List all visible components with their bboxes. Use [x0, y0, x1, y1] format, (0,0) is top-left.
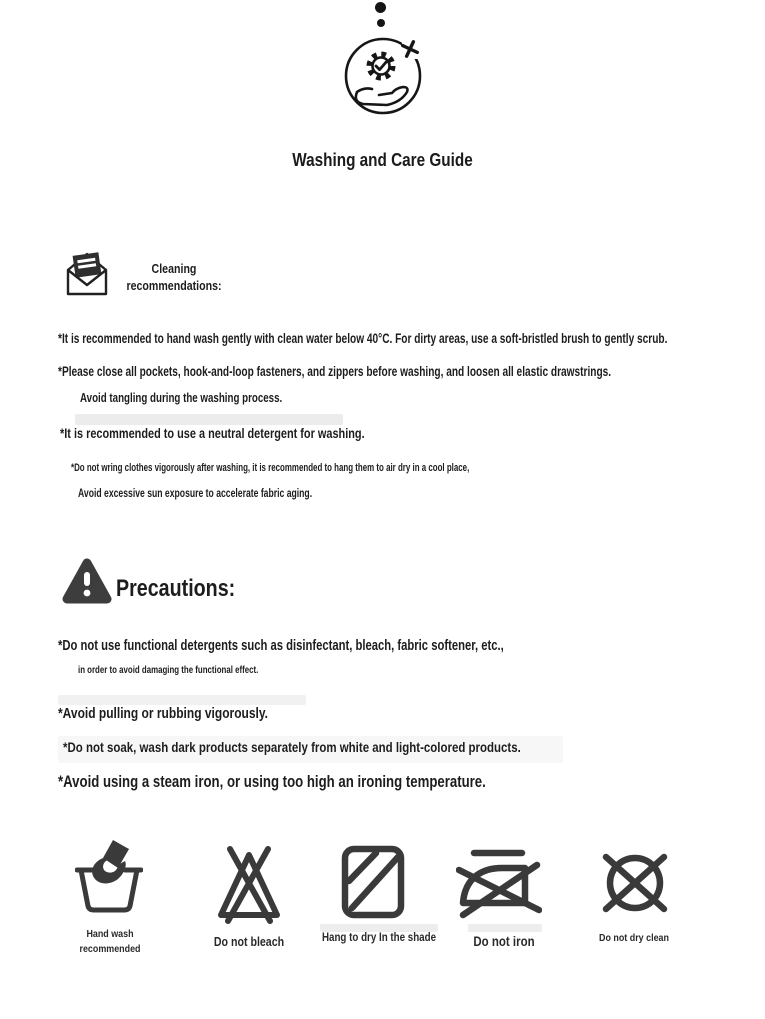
- cleaning-line: Avoid excessive sun exposure to accelerate fabric aging.: [78, 488, 313, 500]
- decor-dot-small: [377, 19, 385, 27]
- care-symbol: [75, 838, 143, 922]
- decor-dot-large: [375, 2, 386, 13]
- care-service-icon: [341, 36, 425, 120]
- cleaning-line: *Do not wring clothes vigorously after washing, it is recommended to hang them to air dry in a cool place,: [71, 462, 470, 474]
- care-symbol-label: Do not dry clean: [599, 932, 669, 944]
- cleaning-line: *Please close all pockets, hook-and-loop fasteners, and zippers before washing, and loosen all elastic drawstrings.: [58, 364, 612, 379]
- envelope-letter-icon: [65, 249, 109, 297]
- translation-artifact: [320, 924, 438, 932]
- precaution-line: *Avoid using a steam iron, or using too high an ironing temperature.: [58, 773, 486, 791]
- care-symbol-label: Hang to dry In the shade: [321, 932, 437, 944]
- hand-wash-icon: [75, 838, 143, 922]
- warning-triangle-icon: [61, 556, 113, 604]
- care-symbol: [340, 844, 406, 920]
- translation-artifact: [58, 695, 306, 705]
- cleaning-line: *It is recommended to use a neutral detergent for washing.: [60, 425, 365, 441]
- precaution-line: *Avoid pulling or rubbing vigorously.: [58, 705, 268, 722]
- cleaning-heading: [110, 261, 238, 295]
- translation-artifact: [75, 414, 343, 425]
- do-not-dry-clean-icon: [597, 848, 673, 918]
- do-not-bleach-icon: [213, 839, 285, 927]
- precaution-line: in order to avoid damaging the functional effect.: [78, 664, 259, 676]
- care-symbol: [597, 848, 673, 918]
- care-symbol-label: Do not iron: [473, 934, 535, 949]
- precaution-line: *Do not use functional detergents such as disinfectant, bleach, fabric softener, etc.,: [58, 637, 504, 654]
- precautions-heading: Precautions:: [116, 575, 236, 602]
- care-symbol: [456, 845, 542, 921]
- care-symbol: [213, 839, 285, 927]
- cleaning-line: *It is recommended to hand wash gently with clean water below 40°C. For dirty areas, use a soft-bristled brush to gently scrub.: [58, 331, 668, 346]
- dry-in-shade-icon: [340, 844, 406, 920]
- cleaning-heading-line2: recommendations:: [126, 279, 222, 293]
- translation-artifact: [468, 924, 542, 932]
- care-symbol-label: Do not bleach: [213, 935, 285, 949]
- cleaning-heading-line1: Cleaning: [151, 262, 197, 276]
- do-not-iron-icon: [456, 845, 542, 921]
- care-symbol-label: Hand wash recommended: [79, 928, 141, 955]
- page-title: Washing and Care Guide: [292, 150, 473, 170]
- cleaning-line: Avoid tangling during the washing process.: [80, 390, 283, 405]
- precaution-line: *Do not soak, wash dark products separately from white and light-colored products.: [63, 740, 521, 755]
